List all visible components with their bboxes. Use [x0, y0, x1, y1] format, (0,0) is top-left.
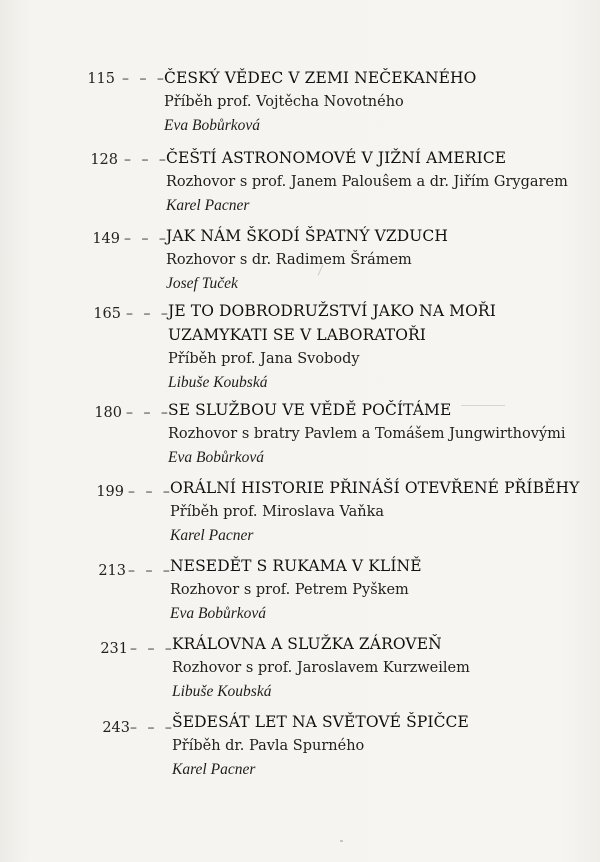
page-number: 165	[93, 306, 121, 322]
dash-leader: – – –	[130, 720, 175, 736]
chapter-title: JE TO DOBRODRUŽSTVÍ JAKO NA MOŘI UZAMYKATI SE V LABORATOŘI	[168, 302, 496, 344]
chapter-author: Karel Pacner	[166, 197, 250, 214]
page-number: 115	[87, 71, 115, 87]
chapter-author: Josef Tuček	[166, 275, 238, 292]
chapter-title: ČESKÝ VĚDEC V ZEMI NEČEKANÉHO	[164, 69, 477, 87]
page-number: 231	[100, 641, 128, 657]
dash-leader: – – –	[130, 641, 175, 657]
dash-leader: – – –	[122, 71, 167, 87]
chapter-subtitle: Rozhovor s prof. Petrem Pyškem	[170, 582, 409, 598]
page-number: 149	[92, 231, 120, 247]
dash-leader: – – –	[128, 563, 173, 579]
page-number: 243	[102, 720, 130, 736]
dash-leader: – – –	[128, 484, 173, 500]
chapter-author: Eva Bobůrková	[170, 605, 266, 622]
chapter-subtitle: Příběh dr. Pavla Spurného	[172, 738, 365, 754]
chapter-title: ŠEDESÁT LET NA SVĚTOVÉ ŠPIČCE	[172, 713, 469, 731]
chapter-subtitle: Rozhovor s dr. Radimem Šrámem	[166, 252, 412, 268]
chapter-subtitle: Rozhovor s prof. Janem Palouŝem a dr. Jiřím Grygarem	[166, 174, 568, 190]
chapter-subtitle: Rozhovor s bratry Pavlem a Tomášem Jungwirthovými	[168, 426, 566, 442]
scan-mark	[461, 405, 505, 406]
dash-leader: – – –	[126, 306, 171, 322]
chapter-subtitle: Příběh prof. Vojtěcha Novotného	[164, 94, 404, 110]
chapter-subtitle: Příběh prof. Jana Svobody	[168, 351, 360, 367]
chapter-title: ORÁLNÍ HISTORIE PŘINÁŠÍ OTEVŘENÉ PŘÍBĚHY	[170, 479, 580, 497]
scan-mark	[340, 840, 343, 842]
page-number: 180	[94, 405, 122, 421]
dash-leader: – – –	[124, 231, 169, 247]
chapter-author: Karel Pacner	[170, 527, 254, 544]
chapter-subtitle: Rozhovor s prof. Jaroslavem Kurzweilem	[172, 660, 470, 676]
chapter-title: KRÁLOVNA A SLUŽKA ZÁROVEŇ	[172, 635, 442, 653]
page-number: 213	[98, 563, 126, 579]
chapter-title: ČEŠTÍ ASTRONOMOVÉ V JIŽNÍ AMERICE	[166, 149, 507, 167]
chapter-title: SE SLUŽBOU VE VĚDĚ POČÍTÁME	[168, 401, 452, 419]
page-number: 199	[96, 484, 124, 500]
chapter-author: Eva Bobůrková	[164, 117, 260, 134]
chapter-author: Eva Bobůrková	[168, 449, 264, 466]
page-number: 128	[90, 152, 118, 168]
chapter-title: JAK NÁM ŠKODÍ ŠPATNÝ VZDUCH	[166, 227, 448, 245]
chapter-author: Libuše Koubská	[168, 374, 268, 391]
chapter-title: NESEDĚT S RUKAMA V KLÍNĚ	[170, 557, 422, 575]
chapter-subtitle: Příběh prof. Miroslava Vaňka	[170, 504, 385, 520]
chapter-author: Libuše Koubská	[172, 683, 272, 700]
dash-leader: – – –	[124, 152, 169, 168]
chapter-author: Karel Pacner	[172, 761, 256, 778]
dash-leader: – – –	[126, 405, 171, 421]
